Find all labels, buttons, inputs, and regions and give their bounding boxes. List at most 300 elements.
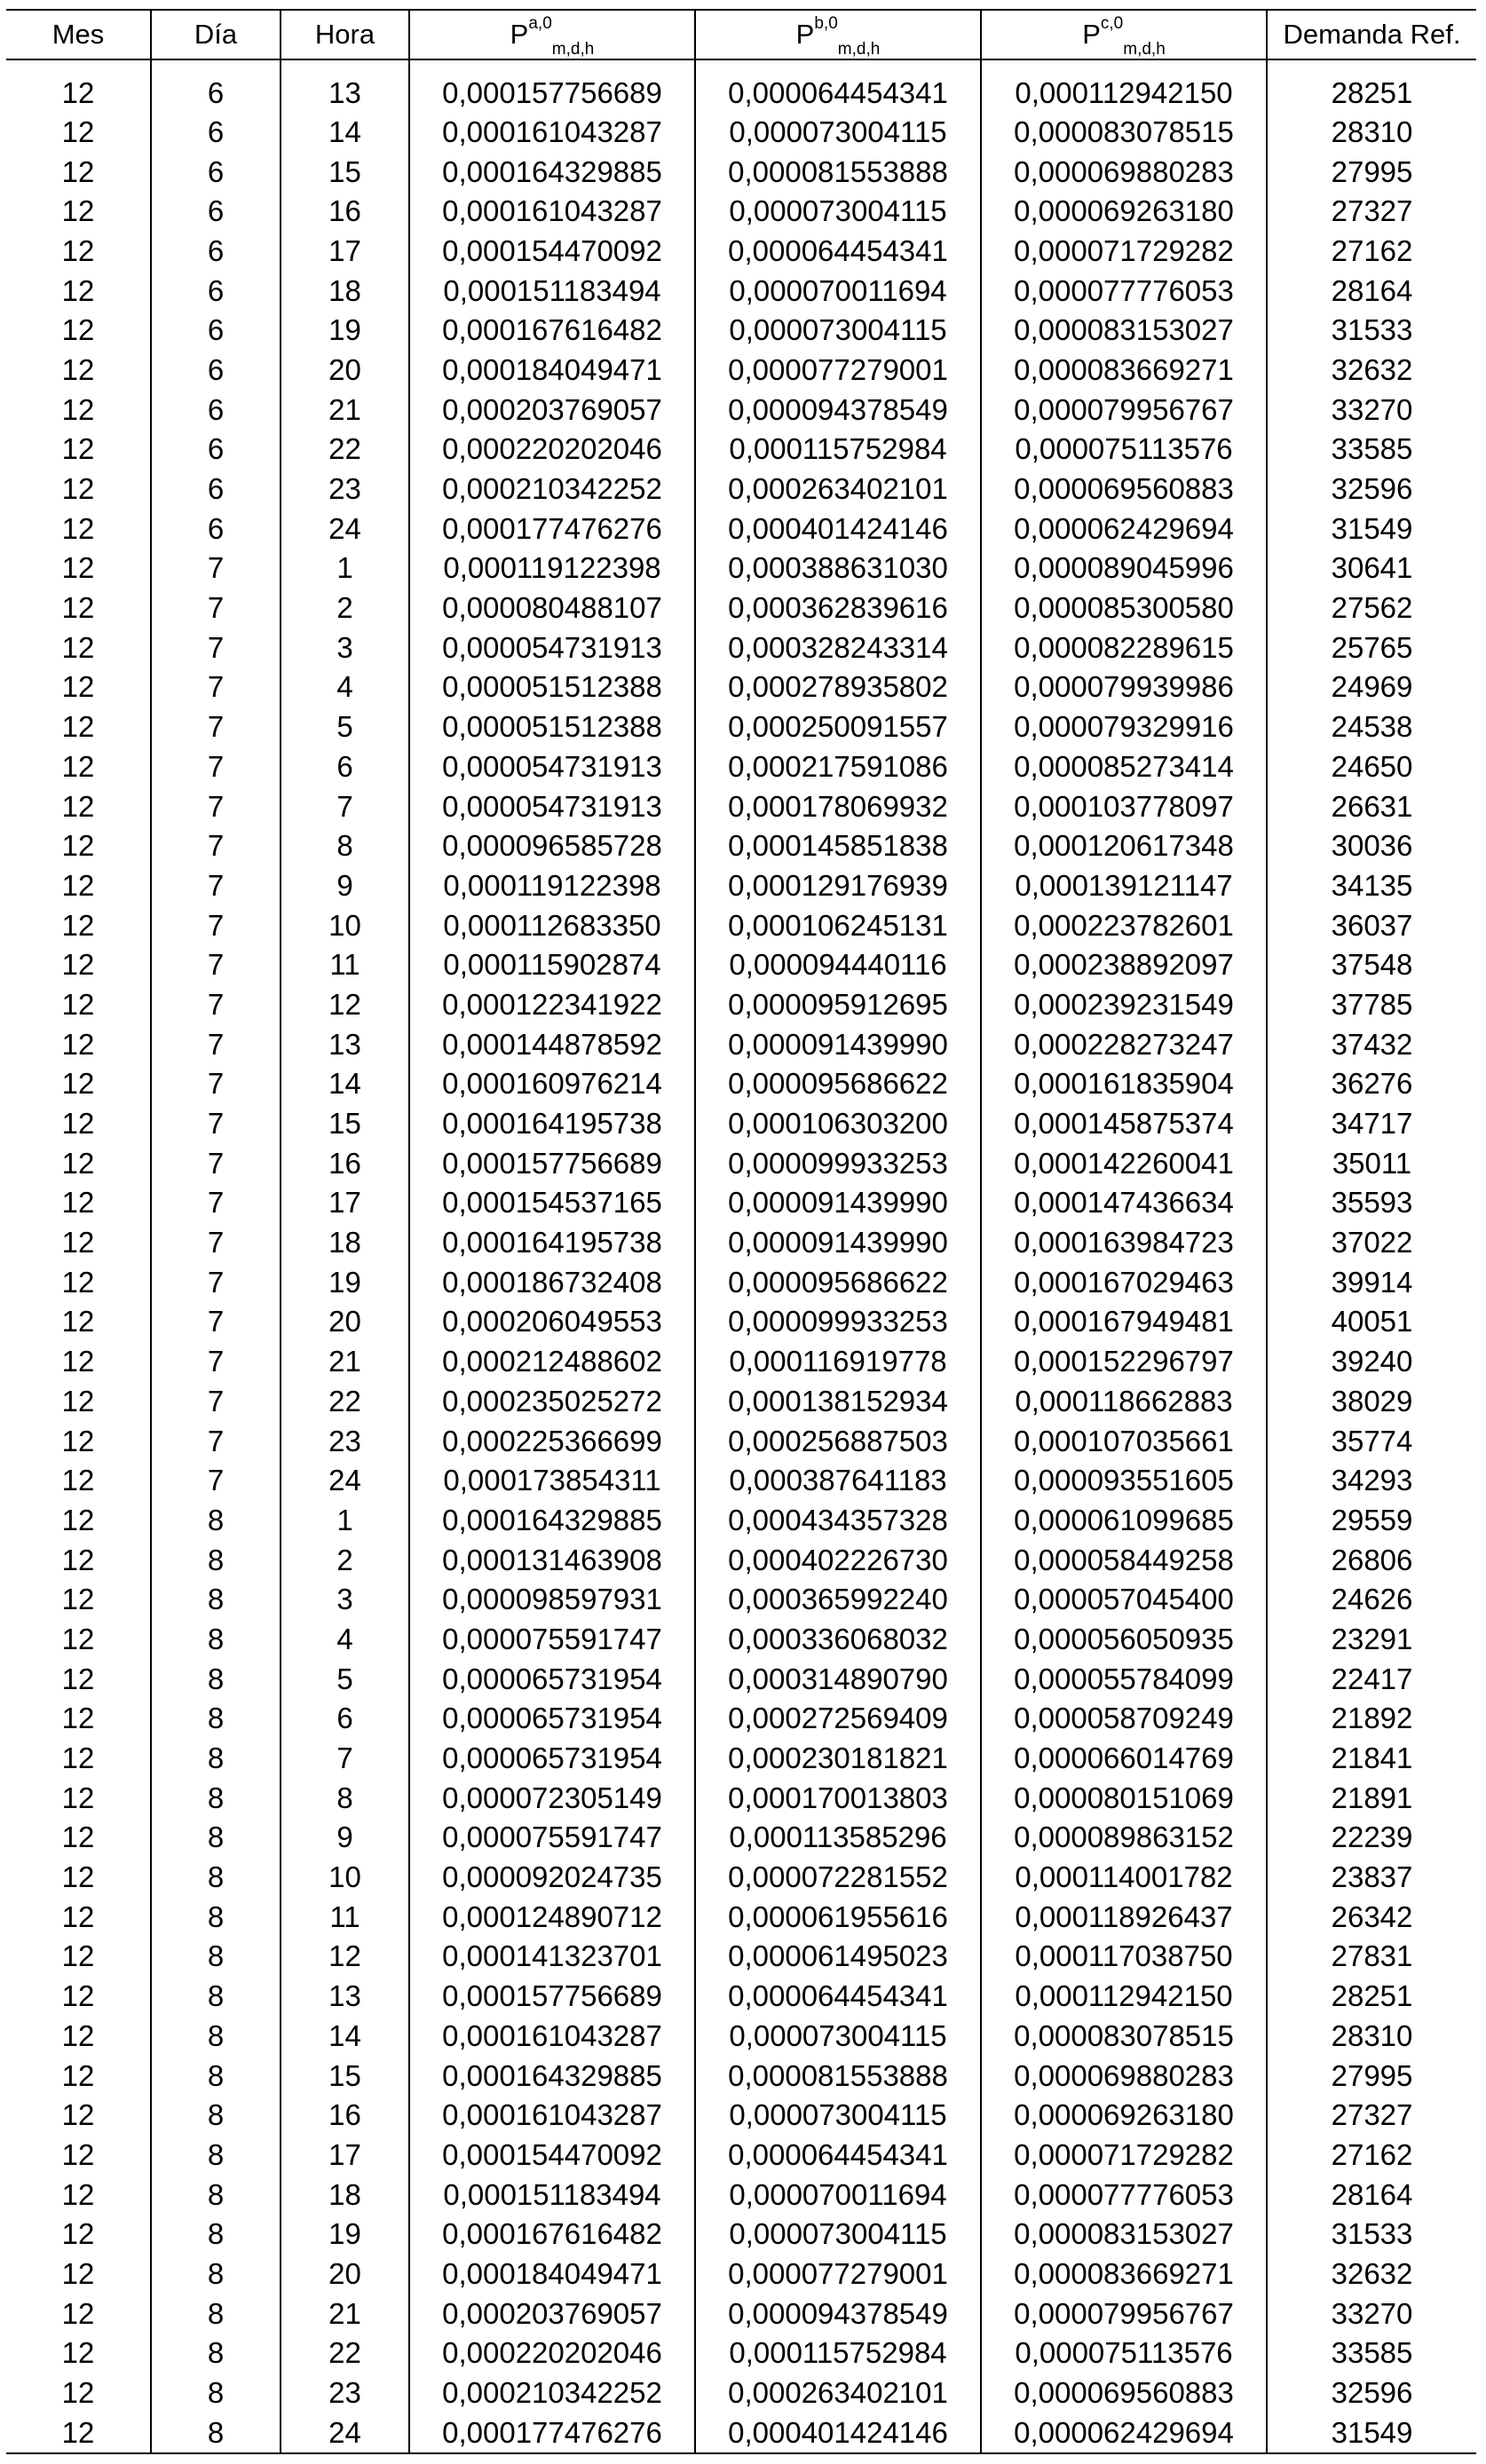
cell-mes: 12 bbox=[61, 1741, 95, 1775]
cell-pb: 0,000336068032 bbox=[695, 1619, 981, 1659]
cell-pa: 0,000220202046 bbox=[409, 2334, 695, 2373]
cell-pb: 0,000250091557 bbox=[695, 707, 981, 746]
header-demanda: Demanda Ref. bbox=[1267, 10, 1476, 59]
cell-demanda: 28164 bbox=[1267, 271, 1476, 311]
cell-pc: 0,000079956767 bbox=[981, 390, 1267, 430]
cell-pa: 0,000115902874 bbox=[409, 944, 695, 984]
cell-pa: 0,000164195738 bbox=[409, 1103, 695, 1143]
cell-pa: 0,000203769057 bbox=[409, 2294, 695, 2334]
cell-demanda: 34293 bbox=[1267, 1460, 1476, 1500]
cell-dia: 8 bbox=[151, 1937, 281, 1977]
cell-hora: 19 bbox=[281, 1262, 409, 1302]
cell-demanda: 23837 bbox=[1267, 1857, 1476, 1897]
cell-mes: 12 bbox=[61, 313, 95, 347]
cell-hora: 19 bbox=[281, 310, 409, 350]
table-row bbox=[6, 1619, 1476, 1659]
cell-pa: 0,000054731913 bbox=[409, 746, 695, 786]
cell-pc: 0,000223782601 bbox=[981, 905, 1267, 945]
cell-pb: 0,000077279001 bbox=[695, 2254, 981, 2294]
cell-pc: 0,000142260041 bbox=[981, 1143, 1267, 1183]
cell-pb: 0,000314890790 bbox=[695, 1659, 981, 1699]
cell-demanda: 39914 bbox=[1267, 1262, 1476, 1302]
cell-dia: 6 bbox=[151, 231, 281, 271]
cell-hora: 18 bbox=[281, 1222, 409, 1262]
cell-dia: 6 bbox=[151, 271, 281, 311]
cell-mes: 12 bbox=[61, 392, 95, 426]
table-row bbox=[6, 1976, 1476, 2016]
cell-pa: 0,000065731954 bbox=[409, 1659, 695, 1699]
cell-pc: 0,000056050935 bbox=[981, 1619, 1267, 1659]
cell-pc: 0,000238892097 bbox=[981, 944, 1267, 984]
cell-mes: 12 bbox=[61, 472, 95, 506]
cell-demanda: 25765 bbox=[1267, 628, 1476, 667]
cell-pc: 0,000069880283 bbox=[981, 152, 1267, 192]
cell-hora: 13 bbox=[281, 1024, 409, 1064]
table-row bbox=[6, 1818, 1476, 1858]
table-body bbox=[6, 59, 1476, 2453]
cell-mes: 12 bbox=[61, 948, 95, 982]
cell-pb: 0,000217591086 bbox=[695, 746, 981, 786]
cell-demanda: 30641 bbox=[1267, 549, 1476, 588]
data-table-container bbox=[6, 9, 1476, 2452]
cell-hora: 9 bbox=[281, 1818, 409, 1858]
header-pc-sub: m,d,h bbox=[1123, 40, 1166, 59]
cell-pb: 0,000256887503 bbox=[695, 1421, 981, 1461]
cell-dia: 7 bbox=[151, 905, 281, 945]
cell-pb: 0,000388631030 bbox=[695, 549, 981, 588]
cell-demanda: 35011 bbox=[1267, 1143, 1476, 1183]
header-pb-base: P bbox=[795, 19, 815, 50]
cell-demanda: 31533 bbox=[1267, 2214, 1476, 2254]
cell-pc: 0,000167029463 bbox=[981, 1262, 1267, 1302]
cell-pa: 0,000157756689 bbox=[409, 1143, 695, 1183]
cell-pc: 0,000069263180 bbox=[981, 2095, 1267, 2135]
cell-pb: 0,000094440116 bbox=[695, 944, 981, 984]
cell-demanda: 23291 bbox=[1267, 1619, 1476, 1659]
cell-pa: 0,000065731954 bbox=[409, 1738, 695, 1778]
cell-hora: 22 bbox=[281, 2334, 409, 2373]
cell-mes: 12 bbox=[61, 2018, 95, 2052]
cell-pa: 0,000154537165 bbox=[409, 1183, 695, 1223]
cell-dia: 8 bbox=[151, 2016, 281, 2056]
cell-dia: 8 bbox=[151, 1818, 281, 1858]
cell-hora: 17 bbox=[281, 231, 409, 271]
cell-demanda: 36037 bbox=[1267, 905, 1476, 945]
cell-pb: 0,000094378549 bbox=[695, 390, 981, 430]
cell-pb: 0,000365992240 bbox=[695, 1579, 981, 1619]
cell-mes: 12 bbox=[61, 1860, 95, 1894]
cell-pb: 0,000061495023 bbox=[695, 1937, 981, 1977]
demand-table bbox=[6, 9, 1476, 2454]
table-row bbox=[6, 865, 1476, 905]
cell-hora: 16 bbox=[281, 1143, 409, 1183]
cell-demanda: 40051 bbox=[1267, 1302, 1476, 1342]
cell-hora: 5 bbox=[281, 1659, 409, 1699]
cell-dia: 8 bbox=[151, 1540, 281, 1580]
cell-mes: 12 bbox=[61, 1662, 95, 1695]
cell-hora: 23 bbox=[281, 1421, 409, 1461]
cell-demanda: 26631 bbox=[1267, 786, 1476, 826]
cell-pb: 0,000115752984 bbox=[695, 2334, 981, 2373]
cell-hora: 22 bbox=[281, 430, 409, 470]
cell-hora: 23 bbox=[281, 469, 409, 509]
cell-mes: 12 bbox=[6, 2413, 151, 2453]
cell-mes: 12 bbox=[61, 1226, 95, 1260]
cell-demanda: 33585 bbox=[1267, 430, 1476, 470]
cell-mes: 12 bbox=[61, 273, 95, 307]
cell-mes: 12 bbox=[61, 710, 95, 744]
cell-pc: 0,000103778097 bbox=[981, 786, 1267, 826]
cell-demanda: 31549 bbox=[1267, 509, 1476, 549]
cell-hora: 14 bbox=[281, 1064, 409, 1104]
cell-hora: 18 bbox=[281, 2175, 409, 2215]
cell-demanda: 27327 bbox=[1267, 191, 1476, 231]
cell-pb: 0,000061955616 bbox=[695, 1897, 981, 1937]
cell-dia: 6 bbox=[151, 350, 281, 390]
cell-demanda: 27831 bbox=[1267, 1937, 1476, 1977]
cell-dia: 8 bbox=[151, 1500, 281, 1540]
cell-hora: 16 bbox=[281, 191, 409, 231]
cell-pb: 0,000094378549 bbox=[695, 2294, 981, 2334]
table-row bbox=[6, 2373, 1476, 2413]
cell-pc: 0,000069560883 bbox=[981, 469, 1267, 509]
cell-demanda: 24538 bbox=[1267, 707, 1476, 746]
cell-dia: 8 bbox=[151, 1579, 281, 1619]
cell-hora: 1 bbox=[281, 549, 409, 588]
table-row bbox=[6, 549, 1476, 588]
cell-hora: 6 bbox=[281, 746, 409, 786]
table-row bbox=[6, 2135, 1476, 2175]
cell-mes: 12 bbox=[61, 1186, 95, 1220]
table-row bbox=[6, 1857, 1476, 1897]
cell-hora: 8 bbox=[281, 1778, 409, 1818]
cell-mes: 12 bbox=[61, 2376, 95, 2410]
cell-dia: 7 bbox=[151, 1064, 281, 1104]
table-row bbox=[6, 944, 1476, 984]
cell-mes: 12 bbox=[61, 1464, 95, 1497]
cell-hora: 2 bbox=[281, 1540, 409, 1580]
cell-pb: 0,000095686622 bbox=[695, 1262, 981, 1302]
cell-pc: 0,000058709249 bbox=[981, 1699, 1267, 1739]
cell-mes: 12 bbox=[61, 1345, 95, 1378]
cell-pb: 0,000115752984 bbox=[695, 430, 981, 470]
cell-demanda: 21841 bbox=[1267, 1738, 1476, 1778]
cell-pc: 0,000055784099 bbox=[981, 1659, 1267, 1699]
table-row bbox=[6, 59, 1476, 112]
cell-dia: 7 bbox=[151, 667, 281, 707]
cell-demanda: 31533 bbox=[1267, 310, 1476, 350]
cell-pa: 0,000098597931 bbox=[409, 1579, 695, 1619]
cell-mes: 12 bbox=[61, 630, 95, 664]
cell-pa: 0,000054731913 bbox=[409, 628, 695, 667]
table-row bbox=[6, 1460, 1476, 1500]
cell-hora: 10 bbox=[281, 1857, 409, 1897]
cell-pc: 0,000077776053 bbox=[981, 2175, 1267, 2215]
cell-demanda: 27162 bbox=[1267, 231, 1476, 271]
cell-dia: 6 bbox=[151, 509, 281, 549]
table-row bbox=[6, 667, 1476, 707]
cell-pb: 0,000070011694 bbox=[695, 271, 981, 311]
cell-demanda: 33585 bbox=[1267, 2334, 1476, 2373]
cell-hora: 7 bbox=[281, 786, 409, 826]
cell-demanda: 33270 bbox=[1267, 390, 1476, 430]
cell-dia: 7 bbox=[151, 1103, 281, 1143]
header-pa-sub: m,d,h bbox=[551, 40, 595, 59]
cell-hora: 11 bbox=[281, 1897, 409, 1937]
cell-dia: 7 bbox=[151, 786, 281, 826]
cell-mes: 12 bbox=[61, 1384, 95, 1418]
cell-dia: 7 bbox=[151, 707, 281, 746]
cell-mes: 12 bbox=[61, 432, 95, 466]
cell-dia: 7 bbox=[151, 1381, 281, 1421]
table-row bbox=[6, 2214, 1476, 2254]
cell-dia: 6 bbox=[151, 152, 281, 192]
cell-pa: 0,000235025272 bbox=[409, 1381, 695, 1421]
cell-pb: 0,000362839616 bbox=[695, 588, 981, 628]
table-row bbox=[6, 191, 1476, 231]
cell-pc: 0,000069880283 bbox=[981, 2056, 1267, 2096]
cell-pb: 0,000113585296 bbox=[695, 1818, 981, 1858]
header-pb bbox=[695, 10, 981, 59]
table-row bbox=[6, 430, 1476, 470]
cell-pc: 0,000114001782 bbox=[981, 1857, 1267, 1897]
cell-mes: 12 bbox=[61, 1702, 95, 1735]
header-dia: Día bbox=[151, 10, 281, 59]
cell-demanda: 24626 bbox=[1267, 1579, 1476, 1619]
cell-mes: 12 bbox=[61, 1067, 95, 1101]
cell-demanda: 21891 bbox=[1267, 1778, 1476, 1818]
cell-pa: 0,000124890712 bbox=[409, 1897, 695, 1937]
cell-hora: 14 bbox=[281, 112, 409, 152]
cell-pc: 0,000071729282 bbox=[981, 231, 1267, 271]
cell-pa: 0,000164329885 bbox=[409, 1500, 695, 1540]
cell-pa: 0,000157756689 bbox=[409, 59, 695, 112]
cell-mes: 12 bbox=[61, 551, 95, 585]
table-row bbox=[6, 1064, 1476, 1104]
cell-pb: 0,000106303200 bbox=[695, 1103, 981, 1143]
cell-pa: 0,000167616482 bbox=[409, 310, 695, 350]
cell-pc: 0,000163984723 bbox=[981, 1222, 1267, 1262]
cell-pb: 0,000070011694 bbox=[695, 2175, 981, 2215]
cell-demanda: 38029 bbox=[1267, 1381, 1476, 1421]
cell-pc: 0,000228273247 bbox=[981, 1024, 1267, 1064]
cell-dia: 7 bbox=[151, 984, 281, 1024]
header-pb-sub: m,d,h bbox=[837, 40, 881, 59]
table-row bbox=[6, 1381, 1476, 1421]
cell-hora: 16 bbox=[281, 2095, 409, 2135]
cell-dia: 7 bbox=[151, 628, 281, 667]
cell-pb: 0,000230181821 bbox=[695, 1738, 981, 1778]
cell-mes: 12 bbox=[61, 1146, 95, 1180]
table-row bbox=[6, 2016, 1476, 2056]
cell-pb: 0,000170013803 bbox=[695, 1778, 981, 1818]
table-header bbox=[6, 10, 1476, 59]
cell-hora: 4 bbox=[281, 1619, 409, 1659]
cell-demanda: 27327 bbox=[1267, 2095, 1476, 2135]
cell-hora: 21 bbox=[281, 390, 409, 430]
cell-hora: 15 bbox=[281, 1103, 409, 1143]
table-row bbox=[6, 1222, 1476, 1262]
cell-demanda: 28310 bbox=[1267, 2016, 1476, 2056]
cell-demanda: 36276 bbox=[1267, 1064, 1476, 1104]
cell-pc: 0,000075113576 bbox=[981, 2334, 1267, 2373]
cell-pb: 0,000138152934 bbox=[695, 1381, 981, 1421]
cell-dia: 8 bbox=[151, 2373, 281, 2413]
cell-mes: 12 bbox=[61, 1979, 95, 2013]
cell-dia: 8 bbox=[151, 1778, 281, 1818]
cell-demanda: 24650 bbox=[1267, 746, 1476, 786]
cell-hora: 6 bbox=[281, 1699, 409, 1739]
cell-pc: 0,000083078515 bbox=[981, 2016, 1267, 2056]
cell-pa: 0,000161043287 bbox=[409, 112, 695, 152]
cell-demanda: 35774 bbox=[1267, 1421, 1476, 1461]
cell-mes: 12 bbox=[61, 749, 95, 783]
cell-pc: 0,000066014769 bbox=[981, 1738, 1267, 1778]
cell-pc: 0,000152296797 bbox=[981, 1341, 1267, 1381]
cell-dia: 8 bbox=[151, 1738, 281, 1778]
cell-pc: 0,000112942150 bbox=[981, 1976, 1267, 2016]
cell-pc: 0,000093551605 bbox=[981, 1460, 1267, 1500]
cell-pb: 0,000073004115 bbox=[695, 191, 981, 231]
cell-pa: 0,000141323701 bbox=[409, 1937, 695, 1977]
cell-pa: 0,000080488107 bbox=[409, 588, 695, 628]
cell-pa: 0,000161043287 bbox=[409, 2095, 695, 2135]
cell-pa: 0,000051512388 bbox=[409, 667, 695, 707]
cell-mes: 12 bbox=[61, 2296, 95, 2330]
cell-pa: 0,000220202046 bbox=[409, 430, 695, 470]
table-row bbox=[6, 1778, 1476, 1818]
cell-pa: 0,000177476276 bbox=[409, 2413, 695, 2453]
cell-pc: 0,000120617348 bbox=[981, 825, 1267, 865]
cell-pc: 0,000079329916 bbox=[981, 707, 1267, 746]
cell-pa: 0,000167616482 bbox=[409, 2214, 695, 2254]
cell-mes: 12 bbox=[61, 194, 95, 228]
cell-demanda: 22239 bbox=[1267, 1818, 1476, 1858]
cell-hora: 13 bbox=[281, 1976, 409, 2016]
cell-dia: 7 bbox=[151, 1222, 281, 1262]
cell-demanda: 27562 bbox=[1267, 588, 1476, 628]
cell-pb: 0,000073004115 bbox=[695, 2214, 981, 2254]
cell-dia: 8 bbox=[151, 2294, 281, 2334]
cell-pc: 0,000083078515 bbox=[981, 112, 1267, 152]
cell-pa: 0,000119122398 bbox=[409, 865, 695, 905]
cell-pb: 0,000073004115 bbox=[695, 2016, 981, 2056]
table-row bbox=[6, 1024, 1476, 1064]
table-row bbox=[6, 1699, 1476, 1739]
table-row bbox=[6, 1540, 1476, 1580]
cell-hora: 9 bbox=[281, 865, 409, 905]
cell-dia: 8 bbox=[151, 1857, 281, 1897]
cell-mes: 12 bbox=[61, 352, 95, 386]
cell-demanda: 32632 bbox=[1267, 350, 1476, 390]
table-row bbox=[6, 152, 1476, 192]
cell-pc: 0,000069263180 bbox=[981, 191, 1267, 231]
cell-pb: 0,000064454341 bbox=[695, 59, 981, 112]
cell-hora: 10 bbox=[281, 905, 409, 945]
cell-mes: 12 bbox=[61, 1543, 95, 1576]
table-row bbox=[6, 746, 1476, 786]
cell-pa: 0,000164329885 bbox=[409, 2056, 695, 2096]
table-row bbox=[6, 350, 1476, 390]
cell-demanda: 37432 bbox=[1267, 1024, 1476, 1064]
cell-dia: 8 bbox=[151, 2254, 281, 2294]
cell-pa: 0,000177476276 bbox=[409, 509, 695, 549]
cell-pb: 0,000401424146 bbox=[695, 509, 981, 549]
cell-pa: 0,000212488602 bbox=[409, 1341, 695, 1381]
cell-pa: 0,000210342252 bbox=[409, 2373, 695, 2413]
cell-pc: 0,000089045996 bbox=[981, 549, 1267, 588]
cell-pa: 0,000051512388 bbox=[409, 707, 695, 746]
cell-dia: 7 bbox=[151, 1143, 281, 1183]
cell-demanda: 37785 bbox=[1267, 984, 1476, 1024]
cell-mes: 12 bbox=[61, 1027, 95, 1061]
cell-dia: 6 bbox=[151, 59, 281, 112]
cell-hora: 7 bbox=[281, 1738, 409, 1778]
cell-demanda: 24969 bbox=[1267, 667, 1476, 707]
table-row bbox=[6, 1500, 1476, 1540]
table-row bbox=[6, 1738, 1476, 1778]
cell-dia: 7 bbox=[151, 825, 281, 865]
cell-hora: 13 bbox=[281, 59, 409, 112]
cell-mes: 12 bbox=[61, 908, 95, 942]
cell-mes: 12 bbox=[61, 2137, 95, 2171]
cell-demanda: 32596 bbox=[1267, 469, 1476, 509]
cell-mes: 12 bbox=[61, 75, 95, 109]
cell-pc: 0,000239231549 bbox=[981, 984, 1267, 1024]
table-row bbox=[6, 1183, 1476, 1223]
table-row bbox=[6, 271, 1476, 311]
cell-dia: 6 bbox=[151, 390, 281, 430]
table-row bbox=[6, 905, 1476, 945]
cell-pb: 0,000064454341 bbox=[695, 2135, 981, 2175]
cell-dia: 6 bbox=[151, 191, 281, 231]
cell-dia: 8 bbox=[151, 1659, 281, 1699]
cell-pc: 0,000112942150 bbox=[981, 59, 1267, 112]
cell-pb: 0,000073004115 bbox=[695, 310, 981, 350]
cell-demanda: 28310 bbox=[1267, 112, 1476, 152]
cell-pb: 0,000116919778 bbox=[695, 1341, 981, 1381]
cell-hora: 12 bbox=[281, 1937, 409, 1977]
header-pa-base: P bbox=[510, 19, 529, 50]
cell-pa: 0,000096585728 bbox=[409, 825, 695, 865]
cell-hora: 21 bbox=[281, 2294, 409, 2334]
cell-pa: 0,000225366699 bbox=[409, 1421, 695, 1461]
cell-pb: 0,000091439990 bbox=[695, 1222, 981, 1262]
cell-pc: 0,000079956767 bbox=[981, 2294, 1267, 2334]
cell-dia: 8 bbox=[151, 2214, 281, 2254]
cell-pc: 0,000079939986 bbox=[981, 667, 1267, 707]
cell-pb: 0,000263402101 bbox=[695, 469, 981, 509]
cell-mes: 12 bbox=[61, 1265, 95, 1299]
table-row bbox=[6, 2095, 1476, 2135]
cell-pb: 0,000095686622 bbox=[695, 1064, 981, 1104]
cell-dia: 7 bbox=[151, 1024, 281, 1064]
table-row bbox=[6, 1103, 1476, 1143]
table-row bbox=[6, 112, 1476, 152]
cell-pa: 0,000154470092 bbox=[409, 231, 695, 271]
cell-pc: 0,000062429694 bbox=[981, 2413, 1267, 2453]
table-row bbox=[6, 1659, 1476, 1699]
cell-hora: 21 bbox=[281, 1341, 409, 1381]
cell-hora: 2 bbox=[281, 588, 409, 628]
cell-pb: 0,000434357328 bbox=[695, 1500, 981, 1540]
cell-pc: 0,000161835904 bbox=[981, 1064, 1267, 1104]
cell-dia: 8 bbox=[151, 1976, 281, 2016]
cell-pa: 0,000173854311 bbox=[409, 1460, 695, 1500]
cell-demanda: 27162 bbox=[1267, 2135, 1476, 2175]
table-row bbox=[6, 1262, 1476, 1302]
cell-hora: 3 bbox=[281, 628, 409, 667]
